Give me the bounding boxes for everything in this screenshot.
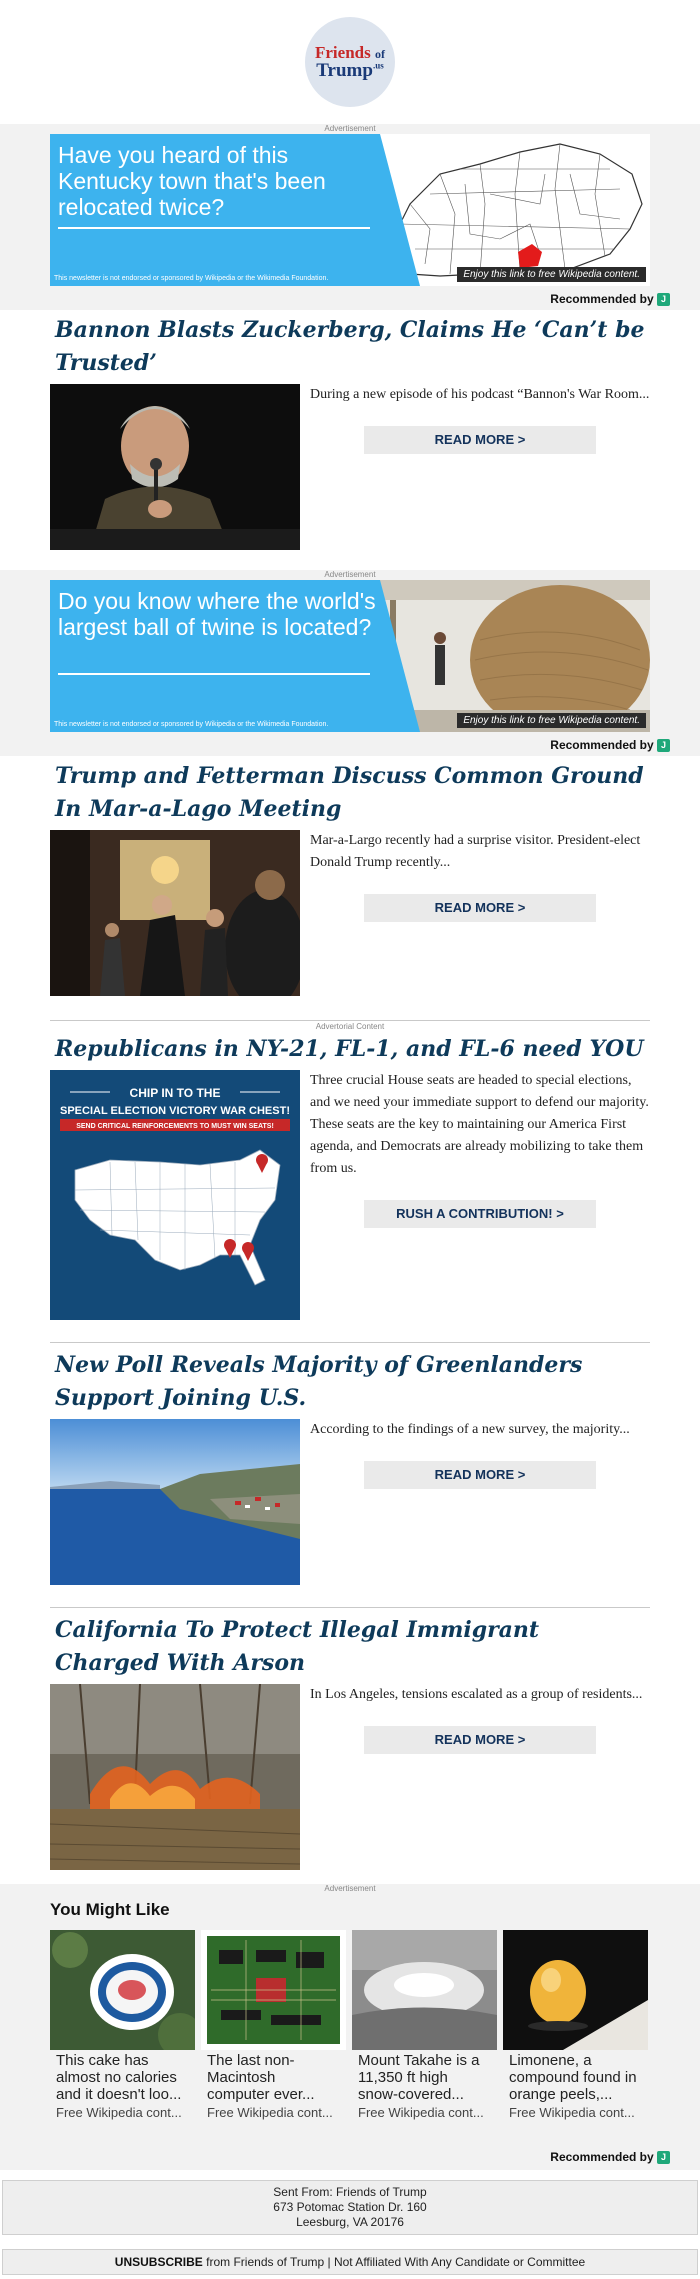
article-title[interactable]: California To Protect Illegal Immigrant Charged With Arson: [55, 1617, 540, 1676]
article-excerpt: During a new episode of his podcast “Bannon's War Room...: [310, 387, 650, 402]
card-source: Free Wikipedia cont...: [56, 2105, 182, 2120]
ad-disclaimer: This newsletter is not endorsed or sponsored by Wikipedia or the Wikimedia Foundation.: [54, 275, 329, 282]
article-title[interactable]: Bannon Blasts Zuckerberg, Claims He ‘Can’t be Trusted’: [55, 317, 645, 376]
ad-banner[interactable]: [50, 580, 650, 732]
section-title: You Might Like: [50, 1900, 170, 1919]
election-war-chest-image[interactable]: [50, 1070, 300, 1320]
recommended-by[interactable]: [0, 286, 700, 308]
cake-image: [50, 1930, 195, 2050]
ad-section: [0, 124, 700, 310]
article-excerpt: Three crucial House seats are headed to special elections, and we need your immediate support to defend our majority. These seats are the key to maintaining our America First agenda, and Democrats are already mobilizing to take them from us.: [310, 1073, 649, 1176]
limonene-image: [503, 1930, 648, 2050]
friends-of-trump-logo[interactable]: [305, 17, 395, 107]
card-title: Limonene, a compound found in orange peels,...: [509, 2052, 637, 2103]
card-title: This cake has almost no calories and it doesn't loo...: [56, 2052, 182, 2103]
you-might-like-section: [0, 1884, 700, 2170]
ad-banner[interactable]: [50, 134, 650, 286]
logo-text: Trump: [316, 60, 373, 81]
bannon-photo[interactable]: [50, 384, 300, 550]
recommendation-card[interactable]: [201, 1930, 346, 2120]
article-excerpt: According to the findings of a new survey, the majority...: [310, 1422, 630, 1437]
logo-text: of: [374, 47, 385, 61]
recommendation-card[interactable]: [50, 1930, 195, 2120]
article: [50, 1608, 650, 1870]
circuit-board-image: [201, 1930, 346, 2050]
sponsored-article: [50, 1033, 650, 1320]
recommendation-card[interactable]: [352, 1930, 497, 2120]
logo-text: Friends: [315, 43, 371, 62]
article-excerpt: Mar-a-Largo recently had a surprise visitor. President-elect Donald Trump recently...: [310, 833, 641, 870]
footer-line: 673 Potomac Station Dr. 160: [273, 2200, 427, 2214]
wildfire-photo[interactable]: [50, 1684, 300, 1870]
greenland-photo[interactable]: [50, 1419, 300, 1585]
footer-line: Leesburg, VA 20176: [296, 2215, 404, 2229]
ad-label: Advertisement: [324, 1884, 376, 1893]
article-title[interactable]: New Poll Reveals Majority of Greenlanders Support Joining U.S.: [55, 1352, 583, 1411]
recommended-label: Recommended by: [550, 292, 654, 306]
recommended-by[interactable]: [0, 2144, 700, 2166]
read-more-button[interactable]: READ MORE >: [364, 426, 596, 454]
article-excerpt: In Los Angeles, tensions escalated as a group of residents...: [310, 1687, 643, 1702]
recommended-by[interactable]: [0, 732, 700, 754]
article: [50, 310, 650, 550]
article: [50, 1343, 650, 1585]
advertorial-label: Advertorial Content: [315, 1022, 385, 1031]
ad-disclaimer: This newsletter is not endorsed or sponsored by Wikipedia or the Wikimedia Foundation.: [54, 721, 329, 728]
ad-section: [0, 570, 700, 756]
rush-contribution-button[interactable]: RUSH A CONTRIBUTION! >: [364, 1200, 596, 1228]
ad-divider: [58, 673, 370, 675]
footer-line: Sent From: Friends of Trump: [273, 2185, 427, 2199]
recommendation-card[interactable]: [503, 1930, 648, 2120]
card-title: The last non-Macintosh computer ever...: [207, 2052, 315, 2103]
ad-divider: [58, 227, 370, 229]
ad-headline: Do you know where the world's largest ball of twine is located?: [58, 588, 376, 640]
image-text: SEND CRITICAL REINFORCEMENTS TO MUST WIN SEATS!: [76, 1123, 274, 1130]
card-source: Free Wikipedia cont...: [358, 2105, 484, 2120]
footer-address: [2, 2180, 698, 2235]
card-source: Free Wikipedia cont...: [509, 2105, 635, 2120]
ad-headline: Have you heard of this Kentucky town that's been relocated twice?: [58, 142, 326, 220]
ad-label: Advertisement: [324, 570, 376, 579]
header: [0, 0, 700, 124]
card-source: Free Wikipedia cont...: [207, 2105, 333, 2120]
jeeng-logo-icon: J: [657, 293, 670, 306]
article-title[interactable]: Republicans in NY-21, FL-1, and FL-6 need YOU: [55, 1036, 644, 1062]
mar-a-lago-photo[interactable]: [50, 830, 300, 996]
read-more-button[interactable]: READ MORE >: [364, 894, 596, 922]
ad-caption: Enjoy this link to free Wikipedia content.: [457, 267, 646, 282]
read-more-button[interactable]: READ MORE >: [364, 1461, 596, 1489]
image-text: SPECIAL ELECTION VICTORY WAR CHEST!: [59, 1105, 291, 1117]
card-title: Mount Takahe is a 11,350 ft high snow-covered...: [358, 2052, 480, 2103]
read-more-button[interactable]: READ MORE >: [364, 1726, 596, 1754]
article: [50, 756, 650, 996]
mount-takahe-image: [352, 1930, 497, 2050]
ad-caption: Enjoy this link to free Wikipedia content.: [457, 713, 646, 728]
image-text: CHIP IN TO THE: [129, 1086, 221, 1100]
logo-text: .us: [372, 60, 384, 71]
unsubscribe-link[interactable]: UNSUBSCRIBE: [114, 2255, 203, 2269]
jeeng-logo-icon: J: [657, 739, 670, 752]
article-title[interactable]: Trump and Fetterman Discuss Common Ground In Mar-a-Lago Meeting: [55, 763, 644, 822]
jeeng-logo-icon: J: [657, 2151, 670, 2164]
recommended-label: Recommended by: [550, 2150, 654, 2164]
recommended-label: Recommended by: [550, 738, 654, 752]
footer-disclaimer: from Friends of Trump | Not Affiliated With Any Candidate or Committee: [202, 2255, 586, 2269]
footer-unsubscribe: [2, 2249, 698, 2275]
ad-label: Advertisement: [324, 124, 376, 133]
